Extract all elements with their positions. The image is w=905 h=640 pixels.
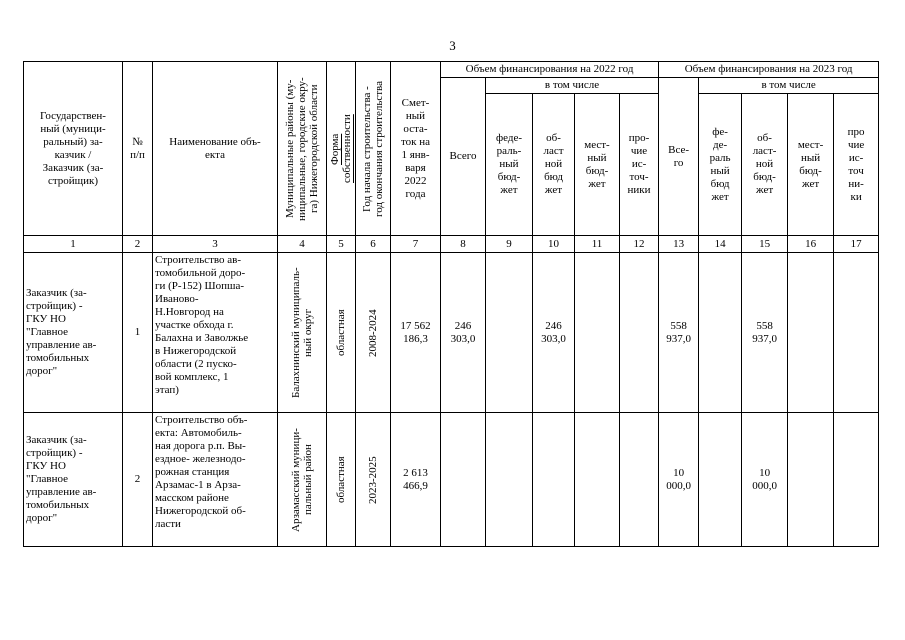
cell-number: 1 — [123, 253, 153, 413]
header-object-name: Наименование объ- екта — [153, 62, 278, 236]
column-number: 9 — [486, 236, 533, 253]
column-number: 16 — [788, 236, 834, 253]
column-number: 6 — [356, 236, 391, 253]
cell-federal-2023 — [699, 413, 742, 547]
cell-object-name: Строительство ав- томобильной доро- ги (Р-152) Шопша- Иваново- Н.Новгород на участке обхода г. Балахна и Заволжье в Нижегородской области (2 пуско- вой комплекс, 1 этап) — [153, 253, 278, 413]
cell-ownership — [327, 413, 356, 547]
header-financing-2022: Объем финансирования на 2022 год — [441, 62, 659, 78]
column-number: 5 — [327, 236, 356, 253]
column-number: 14 — [699, 236, 742, 253]
header-regional-2023: об- ласт- ной бюд- жет — [742, 94, 788, 236]
column-number: 2 — [123, 236, 153, 253]
column-number: 1 — [24, 236, 123, 253]
cell-federal-2023 — [699, 253, 742, 413]
header-other-2022: про- чие ис- точ- ники — [620, 94, 659, 236]
header-federal-2023: фе- де- раль ный бюд жет — [699, 94, 742, 236]
header-other-2023: про чие ис- точ ни- ки — [834, 94, 879, 236]
header-years-text: Год начала строительства - год окончания строительства — [361, 80, 385, 217]
header-including-2023: в том числе — [699, 78, 879, 94]
cell-ownership-text: областная — [335, 456, 347, 503]
header-local-2022: мест- ный бюд- жет — [575, 94, 620, 236]
cell-regional-2023: 10 000,0 — [742, 413, 788, 547]
header-federal-2022: феде- раль- ный бюд- жет — [486, 94, 533, 236]
cell-local-2022 — [575, 413, 620, 547]
header-number: № п/п — [123, 62, 153, 236]
cell-years-text: 2008-2024 — [367, 308, 379, 357]
cell-total-2022: 246 303,0 — [441, 253, 486, 413]
header-ownership-text: Форма собственности — [329, 114, 353, 183]
financing-table — [23, 61, 879, 547]
cell-federal-2022 — [486, 253, 533, 413]
cell-local-2023 — [788, 253, 834, 413]
header-years — [356, 62, 391, 236]
cell-object-name: Строительство объ- екта: Автомобиль- ная дорога р.п. Вы- ездное- железнодо- рожная станция Арзамас-1 в Арза- масском районе Нижегородской об- ласти — [153, 413, 278, 547]
cell-estimated-balance: 2 613 466,9 — [391, 413, 441, 547]
table-row — [24, 413, 879, 547]
cell-regional-2023: 558 937,0 — [742, 253, 788, 413]
cell-ownership-text: областная — [335, 309, 347, 356]
column-number: 12 — [620, 236, 659, 253]
table-row — [24, 253, 879, 413]
header-estimated-balance: Смет- ный оста- ток на 1 янв- варя 2022 года — [391, 62, 441, 236]
header-regional-2022: об- ласт ной бюд жет — [533, 94, 575, 236]
column-number: 3 — [153, 236, 278, 253]
page-number: 3 — [449, 38, 456, 53]
cell-estimated-balance: 17 562 186,3 — [391, 253, 441, 413]
cell-other-2022 — [620, 413, 659, 547]
cell-local-2023 — [788, 413, 834, 547]
cell-number: 2 — [123, 413, 153, 547]
column-number: 11 — [575, 236, 620, 253]
column-number: 17 — [834, 236, 879, 253]
cell-customer: Заказчик (за- стройщик) - ГКУ НО "Главное управление ав- томобильных дорог" — [24, 253, 123, 413]
cell-district-text: Арзамасский муници- пальный район — [290, 427, 314, 532]
column-number-row — [24, 236, 879, 253]
cell-district — [278, 413, 327, 547]
column-number: 4 — [278, 236, 327, 253]
cell-district — [278, 253, 327, 413]
header-local-2023: мест- ный бюд- жет — [788, 94, 834, 236]
column-number: 7 — [391, 236, 441, 253]
cell-customer: Заказчик (за- стройщик) - ГКУ НО "Главное управление ав- томобильных дорог" — [24, 413, 123, 547]
cell-years — [356, 253, 391, 413]
header-customer: Государствен- ный (муници- pальный) за- казчик / Заказчик (за- стройщик) — [24, 62, 123, 236]
column-number: 10 — [533, 236, 575, 253]
column-number: 8 — [441, 236, 486, 253]
header-financing-2023: Объем финансирования на 2023 год — [659, 62, 879, 78]
column-number: 13 — [659, 236, 699, 253]
header-total-2023: Все- го — [659, 78, 699, 236]
header-districts — [278, 62, 327, 236]
header-districts-text: Муниципальные районы (му- ниципальные, городские окру- га) Нижегородской области — [284, 76, 320, 221]
cell-regional-2022 — [533, 413, 575, 547]
cell-years — [356, 413, 391, 547]
header-including-2022: в том числе — [486, 78, 659, 94]
cell-regional-2022: 246 303,0 — [533, 253, 575, 413]
cell-total-2023: 558 937,0 — [659, 253, 699, 413]
column-number: 15 — [742, 236, 788, 253]
cell-local-2022 — [575, 253, 620, 413]
cell-other-2022 — [620, 253, 659, 413]
cell-other-2023 — [834, 413, 879, 547]
cell-other-2023 — [834, 253, 879, 413]
cell-total-2022 — [441, 413, 486, 547]
cell-federal-2022 — [486, 413, 533, 547]
header-total-2022: Всего — [441, 78, 486, 236]
header-ownership — [327, 62, 356, 236]
cell-total-2023: 10 000,0 — [659, 413, 699, 547]
cell-years-text: 2023-2025 — [367, 455, 379, 504]
cell-district-text: Балахнинский муниципаль- ный округ — [290, 267, 314, 398]
cell-ownership — [327, 253, 356, 413]
